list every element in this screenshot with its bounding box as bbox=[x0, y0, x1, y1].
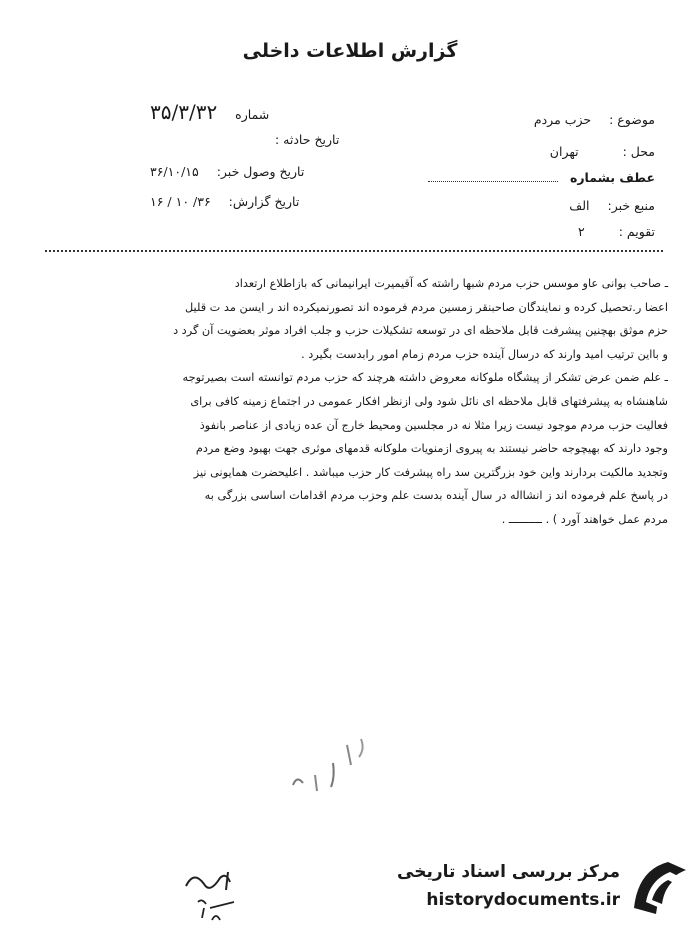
body-line: وجود دارند که بهیچوجه حاضر نیستند به پیروی ازمنویات ملوکانه قدمهای موثری جهت بهبود وضع مردم bbox=[195, 442, 668, 456]
source-row bbox=[569, 198, 655, 213]
body-line: شاهنشاه به پیشرفتهای قابل ملاحظه ای نائل شود ولی ازنظر افکار عمومی در اجتماع زمینه کافی برای bbox=[190, 394, 668, 408]
reference-label: عطف بشماره bbox=[569, 170, 655, 185]
archive-url[interactable]: historydocuments.ir bbox=[426, 890, 620, 910]
handwritten-mark bbox=[285, 735, 375, 795]
archive-logo-icon bbox=[628, 856, 692, 920]
source-value: الف bbox=[569, 198, 590, 213]
body-line: اعضا ر.تحصیل کرده و نمایندگان صاحبنقر زمسین مردم فرموده اند تصورنمیکرده اند ر ایسن مد ت قلیل bbox=[184, 300, 668, 314]
report-date-label: تاریخ گزارش: bbox=[228, 194, 300, 209]
report-number-label: شماره bbox=[235, 107, 270, 122]
body-line: فعالیت حزب مردم موجود نیست زیرا مثلا نه در مجلسین ومحیط خارج آن عده زیادی از عناصر بانفوذ bbox=[199, 418, 668, 432]
location-value: تهران bbox=[549, 144, 579, 159]
body-line: و بااین ترتیب امید وارند که درسال آینده حزب مردم زمام امور رابدست بگیرد . bbox=[301, 347, 668, 361]
received-date-row bbox=[150, 164, 304, 179]
handwritten-signature bbox=[180, 868, 250, 926]
received-date-label: تاریخ وصول خبر: bbox=[216, 164, 305, 179]
report-number-value: ۳۵/۳/۳۲ bbox=[150, 100, 218, 124]
reference-blank bbox=[428, 181, 558, 182]
incident-date-label: تاریخ حادثه : bbox=[275, 132, 340, 147]
body-line: مردم عمل خواهند آورد ) . ــــــــــ . bbox=[501, 512, 668, 526]
reference-row bbox=[428, 170, 655, 185]
archive-name: مرکز بررسی اسناد تاریخی bbox=[397, 862, 620, 882]
report-date-value: ۳۶/ ۱۰ / ۱۶ bbox=[150, 194, 211, 209]
separator-dotted-line bbox=[45, 250, 663, 252]
subject-value: حزب مردم bbox=[533, 112, 592, 127]
subject-label: موضوع : bbox=[609, 112, 655, 127]
body-line: ـ علم ضمن عرض تشکر از پیشگاه ملوکانه معروض داشته هرچند که حزب مردم توانسته است بصیرتوجه bbox=[182, 371, 668, 385]
location-label: محل : bbox=[622, 144, 655, 159]
rating-value: ۲ bbox=[578, 224, 585, 239]
body-line: حزم موثق بهچنین پیشرفت قابل ملاحظه ای در توسعه تشکیلات حزب و جلب افراد موثر بعضویت آن گرد د bbox=[173, 324, 668, 338]
archive-footer bbox=[397, 856, 692, 926]
body-line: در پاسخ علم فرموده اند ز انشااله در سال آینده بدست علم وحزب مردم اقدامات اساسی بزرگی به bbox=[204, 489, 668, 503]
report-number-row bbox=[150, 100, 269, 124]
rating-label: تقویم : bbox=[618, 224, 655, 239]
source-label: منبع خبر: bbox=[607, 198, 655, 213]
subject-row bbox=[534, 112, 655, 127]
document-title: گزارش اطلاعات داخلی bbox=[242, 40, 458, 62]
report-body bbox=[40, 272, 668, 532]
received-date-value: ۳۶/۱۰/۱۵ bbox=[150, 164, 199, 179]
body-line: وتجدید مالکیت بردارند واین خود بزرگترین سد راه پیشرفت کار حزب میباشد . اعلیحضرت همایونی نیز bbox=[193, 465, 668, 479]
location-row bbox=[550, 144, 655, 159]
incident-date-row bbox=[275, 132, 339, 147]
report-date-row bbox=[150, 194, 299, 209]
body-line: ـ صاحب بوانی عاو موسس حزب مردم شبها راشته که آقیمیرت ایرانیمانی که بازاطلاع ارتعداد bbox=[234, 277, 668, 290]
rating-row bbox=[578, 224, 655, 239]
